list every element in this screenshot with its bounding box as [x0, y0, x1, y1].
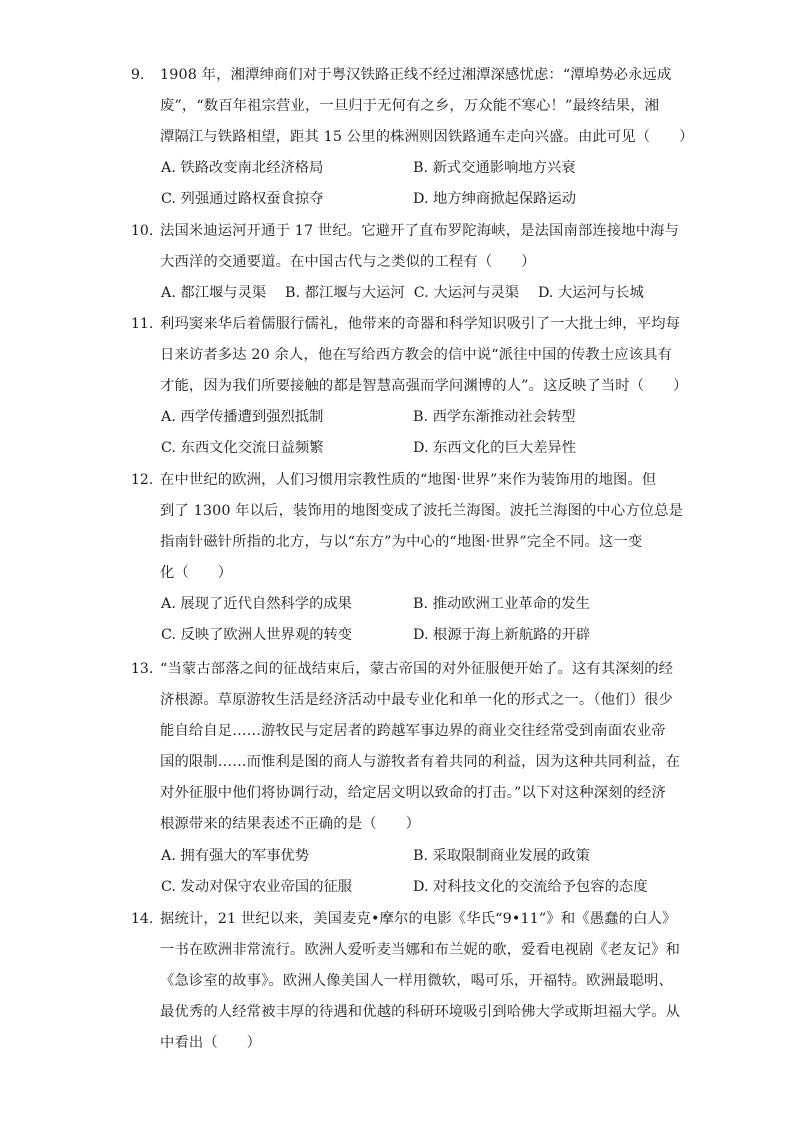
question-text-line: 中看出（ ）	[160, 1035, 262, 1051]
question-text-line: 据统计，21 世纪以来，美国麦克•摩尔的电影《华氏“9•11”》和《愚蠢的白人》	[160, 911, 677, 927]
question-text-line: 国的限制……而惟利是图的商人与游牧者有着共同的利益，因为这种共同利益，在	[160, 754, 681, 770]
option-d: D. 对科技文化的交流给予包容的态度	[413, 879, 648, 895]
question-text-line: 到了 1300 年以后，装饰用的地图变成了波托兰海图。波托兰海图的中心方位总是	[160, 503, 684, 519]
question-text-line: 最优秀的人经常被丰厚的待遇和优越的科研环境吸引到哈佛大学或斯坦福大学。从	[160, 1004, 681, 1020]
question-text-line: 一书在欧洲非常流行。欧洲人爱听麦当娜和布兰妮的歌，爱看电视剧《老友记》和	[160, 942, 681, 958]
question-text-line: 废”，“数百年祖宗营业，一旦归于无何有之乡，万众能不寒心！”最终结果，湘	[160, 98, 660, 114]
question-text-line: 利玛窦来华后着儒服行儒礼，他带来的奇器和科学知识吸引了一大批士绅，平均每	[160, 316, 681, 332]
question-text-line: 能自给自足……游牧民与定居者的跨越军事边界的商业交往经常受到南面农业帝	[160, 723, 666, 739]
option-c: C. 东西文化交流日益频繁	[161, 440, 324, 456]
question-text-line: 《急诊室的故事》。欧洲人像美国人一样用微软，喝可乐，开福特。欧洲最聪明、	[160, 973, 673, 989]
option-c: C. 发动对保守农业帝国的征服	[161, 879, 353, 895]
question-text-line: 化（ ）	[160, 565, 233, 581]
option-d: D. 地方绅商掀起保路运动	[413, 191, 577, 207]
option-a: A. 铁路改变南北经济格局	[161, 160, 324, 176]
question-number: 10.	[131, 223, 154, 239]
option-a: A. 展现了近代自然科学的成果	[161, 596, 352, 612]
question-text-line: 法国米迪运河开通于 17 世纪。它避开了直布罗陀海峡，是法国南部连接地中海与	[160, 223, 680, 239]
option-b: B. 推动欧洲工业革命的发生	[413, 596, 590, 612]
question-text-line: 济根源。草原游牧生活是经济活动中最专业化和单一化的形式之一。（他们）很少	[160, 692, 673, 708]
question-text-line: 指南针磁针所指的北方，与以“东方”为中心的“地图·世界”完全不同。这一变	[160, 534, 643, 550]
question-text-line: 才能，因为我们所要接触的都是智慧高强而学问渊博的人”。这反映了当时（ ）	[160, 378, 688, 394]
question-number: 11.	[131, 316, 154, 332]
question-number: 14.	[131, 911, 154, 927]
option-a: A. 拥有强大的军事优势	[161, 848, 310, 864]
question-number: 13.	[131, 661, 154, 677]
option-d: D. 根源于海上新航路的开辟	[413, 627, 591, 643]
option-b: B. 新式交通影响地方兴衰	[413, 160, 576, 176]
question-text-line: 潭隔江与铁路相望，距其 15 公里的株洲则因铁路通车走向兴盛。由此可见（ ）	[160, 129, 694, 145]
question-text-line: 根源带来的结果表述不正确的是（ ）	[160, 816, 421, 832]
option-b: B. 采取限制商业发展的政策	[413, 848, 590, 864]
option-c: C. 反映了欧洲人世界观的转变	[161, 627, 353, 643]
question-text-line: 对外征服中他们将协调行动，给定居文明以致命的打击。”以下对这种深刻的经济	[160, 785, 666, 801]
question-text-line: 大西洋的交通要道。在中国古代与之类似的工程有（ ）	[160, 254, 536, 270]
question-text-line: 1908 年，湘潭绅商们对于粤汉铁路正线不经过湘潭深感忧虑：“潭埠势必永远成	[160, 67, 672, 83]
option-a: A. 西学传播遭到强烈抵制	[161, 409, 324, 425]
option-d: D. 东西文化的巨大差异性	[413, 440, 577, 456]
options-inline: A. 都江堰与灵渠 B. 都江堰与大运河 C. 大运河与灵渠 D. 大运河与长城	[161, 285, 644, 301]
question-number: 9.	[131, 67, 145, 83]
option-b: B. 西学东渐推动社会转型	[413, 409, 576, 425]
question-number: 12.	[131, 472, 154, 488]
question-text-line: 在中世纪的欧洲，人们习惯用宗教性质的“地图·世界”来作为装饰用的地图。但	[160, 472, 657, 488]
question-text-line: “当蒙古部落之间的征战结束后，蒙古帝国的对外征服便开始了。这有其深刻的经	[160, 661, 674, 677]
question-text-line: 日来访者多达 20 余人，他在写给西方教会的信中说“派往中国的传教士应该具有	[160, 347, 673, 363]
option-c: C. 列强通过路权蚕食掠夺	[161, 191, 324, 207]
